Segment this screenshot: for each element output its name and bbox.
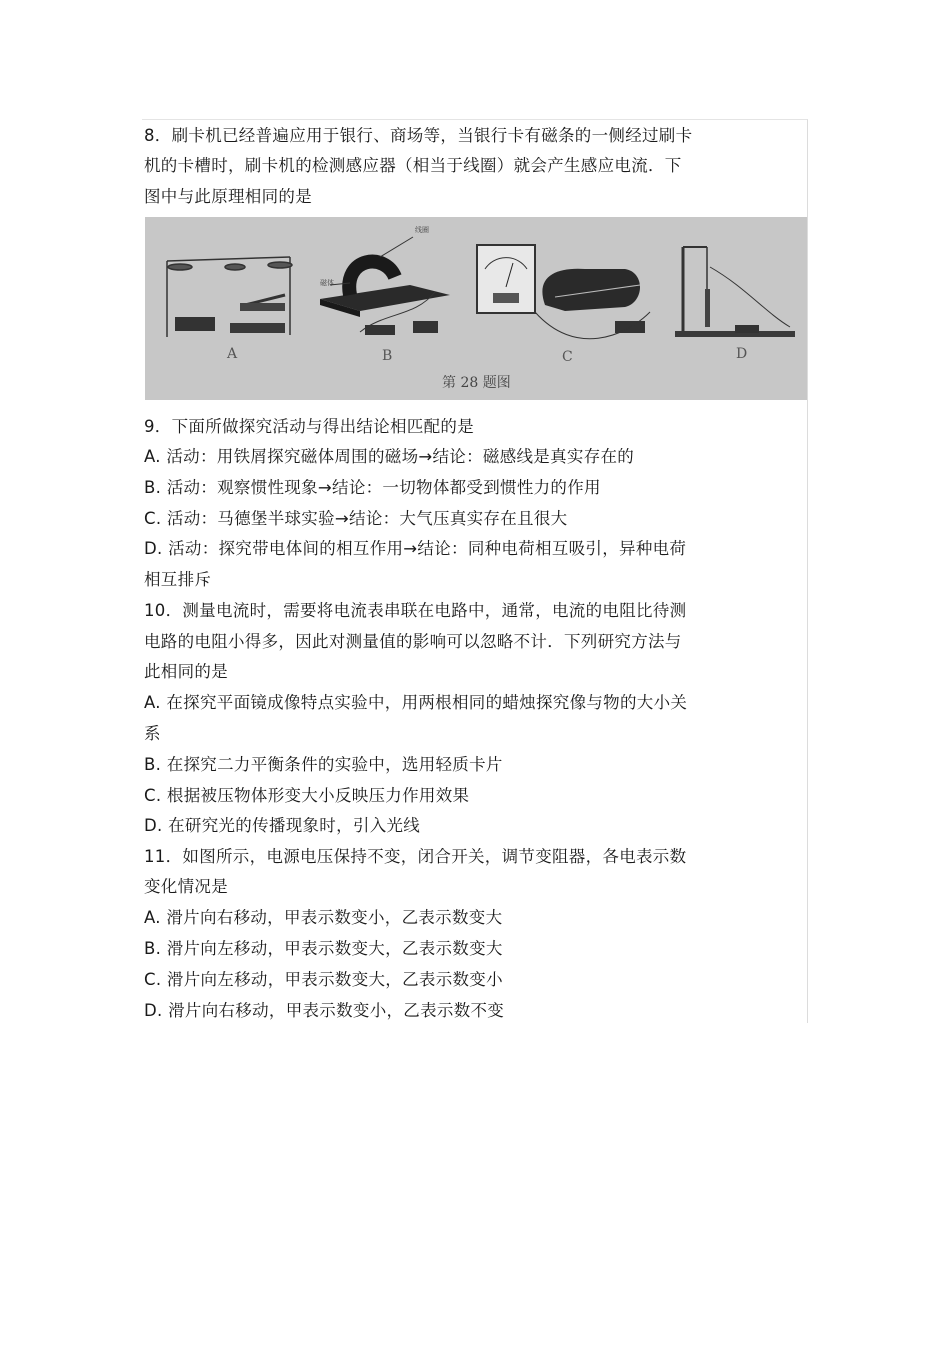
q8-stem-line1: 8．刷卡机已经普遍应用于银行、商场等，当银行卡有磁条的一侧经过刷卡 bbox=[144, 126, 693, 145]
q11-stem-line2: 变化情况是 bbox=[144, 877, 228, 896]
figure-label-c: C bbox=[562, 349, 573, 365]
q9-option-c: C. 活动：马德堡半球实验→结论：大气压真实存在且很大 bbox=[144, 509, 568, 528]
q11-stem-line1: 11．如图所示，电源电压保持不变，闭合开关，调节变阻器，各电表示数 bbox=[144, 847, 687, 866]
q10-option-a-line2: 系 bbox=[144, 724, 161, 743]
q11-option-b: B. 滑片向左移动，甲表示数变大，乙表示数变大 bbox=[144, 939, 503, 958]
q10-option-d: D. 在研究光的传播现象时，引入光线 bbox=[144, 816, 421, 835]
figure-small-label-side: 磁体 bbox=[320, 279, 334, 287]
q8-stem-line2: 机的卡槽时，刷卡机的检测感应器（相当于线圈）就会产生感应电流．下 bbox=[144, 156, 682, 175]
figure-caption: 第 28 题图 bbox=[442, 375, 511, 391]
q8-figure bbox=[145, 217, 807, 400]
q10-option-b: B. 在探究二力平衡条件的实验中，选用轻质卡片 bbox=[144, 755, 503, 774]
q10-stem-line2: 电路的电阻小得多，因此对测量值的影响可以忽略不计．下列研究方法与 bbox=[144, 632, 682, 651]
q11-option-c: C. 滑片向左移动，甲表示数变大，乙表示数变小 bbox=[144, 970, 503, 989]
q9-option-d-line2: 相互排斥 bbox=[144, 570, 212, 589]
q9-option-b: B. 活动：观察惯性现象→结论：一切物体都受到惯性力的作用 bbox=[144, 478, 601, 497]
figure-label-d: D bbox=[736, 346, 748, 362]
q10-option-c: C. 根据被压物体形变大小反映压力作用效果 bbox=[144, 786, 470, 805]
q8-figure-illustration bbox=[145, 217, 807, 400]
q9-stem: 9．下面所做探究活动与得出结论相匹配的是 bbox=[144, 417, 474, 436]
figure-label-a: A bbox=[227, 346, 238, 362]
q10-stem-line1: 10．测量电流时，需要将电流表串联在电路中，通常，电流的电阻比待测 bbox=[144, 601, 687, 620]
figure-label-b: B bbox=[382, 348, 393, 364]
q11-option-d: D. 滑片向右移动，甲表示数变小，乙表示数不变 bbox=[144, 1001, 505, 1020]
q11-option-a: A. 滑片向右移动，甲表示数变小，乙表示数变大 bbox=[144, 908, 503, 927]
q10-stem-line3: 此相同的是 bbox=[144, 662, 228, 681]
q8-stem-line3: 图中与此原理相同的是 bbox=[144, 187, 312, 206]
figure-small-label-top: 线圈 bbox=[415, 226, 429, 234]
q10-option-a-line1: A. 在探究平面镜成像特点实验中，用两根相同的蜡烛探究像与物的大小关 bbox=[144, 693, 688, 712]
q9-option-d-line1: D. 活动：探究带电体间的相互作用→结论：同种电荷相互吸引，异种电荷 bbox=[144, 539, 687, 558]
q9-option-a: A. 活动：用铁屑探究磁体周围的磁场→结论：磁感线是真实存在的 bbox=[144, 447, 635, 466]
